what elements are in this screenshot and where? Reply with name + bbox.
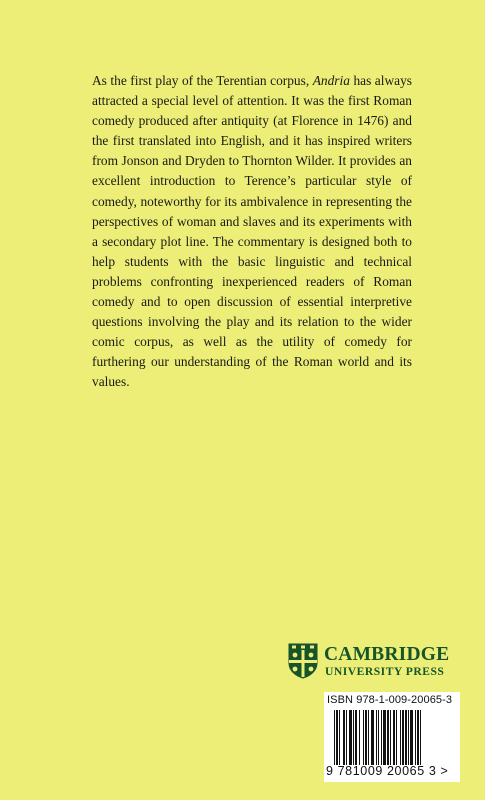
play-title: Andria — [312, 73, 350, 88]
cambridge-shield-icon — [288, 643, 318, 679]
isbn-barcode — [324, 692, 460, 782]
blurb-intro: As the first play of the Terentian corpus, — [92, 73, 313, 88]
publisher-logo — [288, 643, 468, 681]
barcode-digits — [326, 764, 460, 778]
barcode-arrow: > — [440, 764, 449, 778]
blurb-body: has always attracted a special level of attention. It was the first Roman comedy produced after antiquity (at Florence in 1476) and the first translated into English, and it has inspired writers from Jonson and Dryden to Thornton Wilder. It provides an excellent introduction to Terence’s particular style of comedy, noteworthy for its ambivalence in representing the perspectives of woman and slaves and its experiments with a secondary plot line. The commentary is designed both to help students with the basic linguistic and technical problems confronting inexperienced readers of Roman comedy and to open discussion of essential interpretive questions involving the play and its relation to the wider comic corpus, as well as the utility of comedy for furthering our understanding of the Roman world and its values. — [92, 73, 412, 390]
barcode-bars — [334, 710, 454, 765]
barcode-number: 9 781009 20065 3 — [326, 764, 437, 778]
back-cover-blurb — [92, 71, 412, 393]
isbn-label: ISBN 978-1-009-20065-3 — [327, 694, 453, 706]
publisher-name-line2: UNIVERSITY PRESS — [325, 665, 445, 678]
publisher-name-line1: CAMBRIDGE — [324, 644, 450, 665]
